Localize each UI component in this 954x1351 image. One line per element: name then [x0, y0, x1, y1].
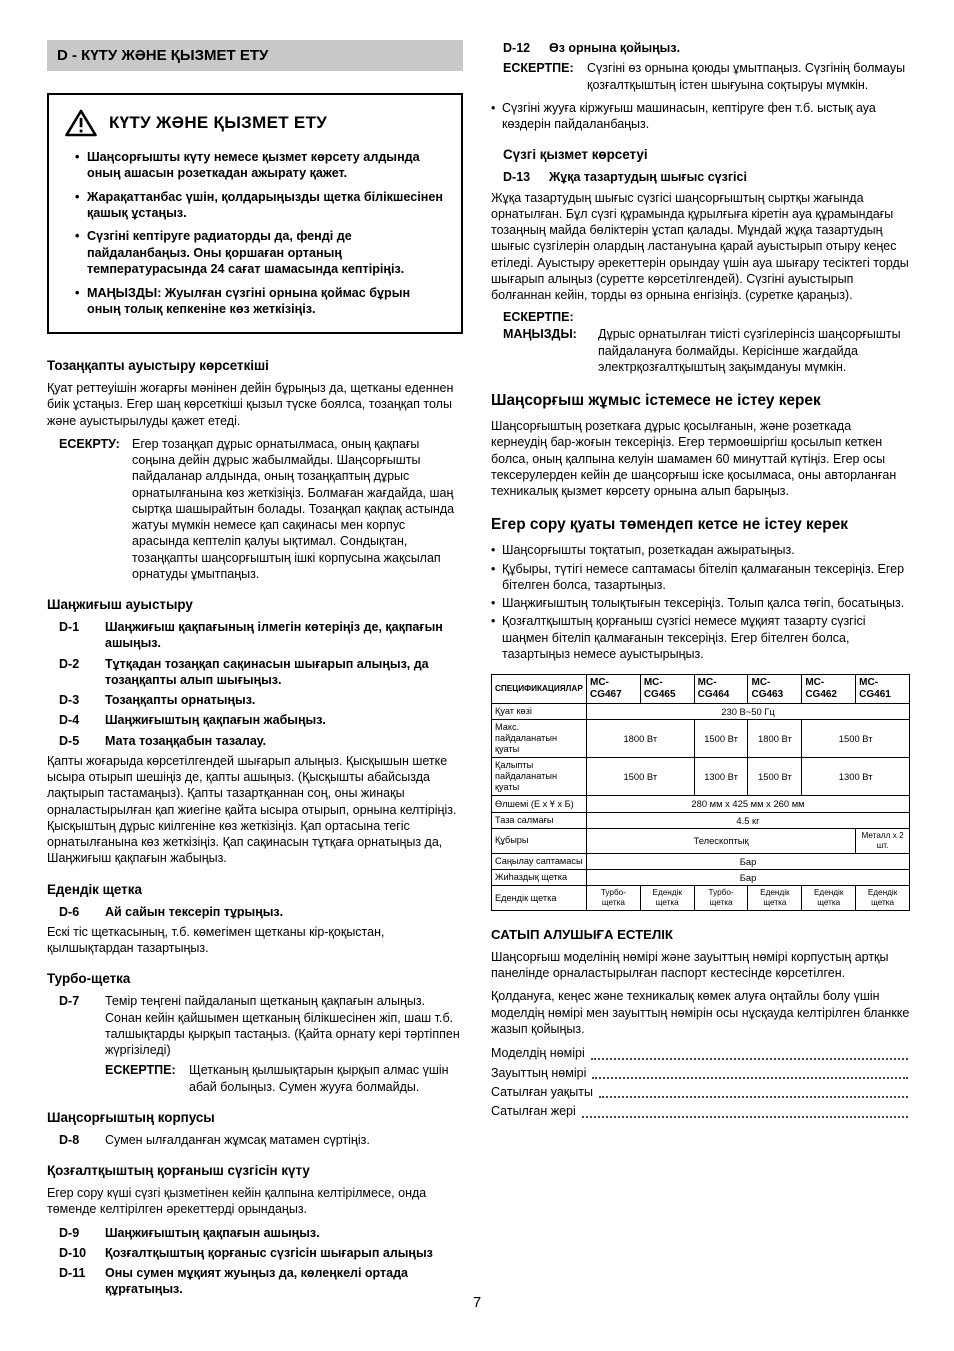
- spec-row-label: Едендік щетка: [492, 886, 587, 911]
- note-text: Егер тозаңқап дұрыс орнатылмаса, оның қақпағы соңына дейін дұрыс жабылмайды. Шаңсорғышты пайдаланар алдында, оның тозаңқаптың дұрыс орнатылғанына көз жеткізіңіз. Болмаған жағдайда, шаң сыртқа шашырайтын болады. Тозаңқап қақпақ астында жатуы мүмкін немесе қап сақинасы мен корпус арасында кептеліп қалуы ықтимал. Сондықтан, тозаңқапты шаңсорғыштың ішкі корпусына жақсылап орнатуды ұмытпаңыз.: [132, 436, 455, 581]
- spec-value: 1500 Вт: [587, 758, 695, 796]
- step-d2: [59, 656, 463, 689]
- important-text: Дұрыс орнатылған тиісті сүзгілерінсіз шаңсорғышты пайдалануға болмайды. Керісінше жағдайда электрқозғалтқыштың зақымдануы мүмкін.: [598, 327, 901, 374]
- memo-field-label: Сатылған жері: [491, 1104, 576, 1119]
- step-text: Өз орнына қойыңыз.: [549, 41, 681, 55]
- spec-row-label: Өлшемі (Е х Ұ х Б): [492, 796, 587, 812]
- step-id: D-5: [59, 733, 80, 748]
- spec-row-label: Қуат көзі: [492, 704, 587, 720]
- warning-item: • Шаңсорғышты күту немесе қызмет көрсету алдында оның ашасын розеткадан ажырату қажет.: [75, 149, 445, 182]
- spec-row-floor-brush: [492, 886, 910, 911]
- heading-dust-indicator: Тозаңқапты ауыстыру көрсеткіші: [47, 358, 269, 374]
- spec-table: [491, 674, 910, 911]
- note-label: ЕСКЕРТПЕ:: [105, 1063, 176, 1078]
- step-text: Темір теңгені пайдаланып щетканың қақпағын алыңыз. Сонан кейін қайшымен щетканың білікшесінен жіп, шаш т.б. талшықтарды қырқып тастаңыз. (Қайта орнату кері тәртіппен жүргізіледі): [105, 994, 460, 1058]
- motor-filter-steps: [59, 1225, 463, 1298]
- step-d9: [59, 1225, 463, 1241]
- section-header-bar: D - КҮТУ ЖӘНЕ ҚЫЗМЕТ ЕТУ: [47, 40, 463, 71]
- step-d12: [503, 40, 910, 56]
- dust-indicator-note: [59, 436, 463, 582]
- important-note: [503, 326, 910, 375]
- memo-field-label: Зауыттың нөмірі: [491, 1065, 587, 1080]
- step-text: Шаңжиғыштың қақпағын ашыңыз.: [105, 1225, 320, 1240]
- bag-replace-steps: [59, 619, 463, 749]
- step-d5: [59, 733, 463, 749]
- spec-model-header: MC-CG463: [748, 675, 802, 704]
- spec-row-dimensions: [492, 796, 910, 812]
- spec-row-tube: [492, 829, 910, 854]
- replace-note: [503, 60, 910, 93]
- spec-value: Турбо-щетка: [587, 886, 641, 911]
- step-id: D-13: [503, 170, 531, 185]
- spec-value: Едендік щетка: [748, 886, 802, 911]
- spec-value: 1500 Вт: [748, 758, 802, 796]
- spec-row-crevice-nozzle: [492, 853, 910, 869]
- step-text: Тұтқадан тозаңқап сақинасын шығарып алыңыз, да тозаңқапты алып шығыңыз.: [105, 656, 429, 687]
- spec-model-header: MC-CG462: [802, 675, 856, 704]
- spec-row-furniture-brush: [492, 870, 910, 886]
- note-text: Щетканың қылшықтарын қырқып алмас үшін абай болыңыз. Сумен жууға болмайды.: [189, 1063, 449, 1094]
- body-care-steps: [59, 1132, 463, 1148]
- spec-row-net-weight: [492, 812, 910, 828]
- important-label: МАҢЫЗДЫ:: [503, 327, 577, 342]
- bullet-item: • Шаңжиғыштың толықтығын тексеріңіз. Толып қалса төгіп, босатыңыз.: [491, 595, 910, 611]
- heading-not-working: Шаңсорғыш жұмыс істемесе не істеу керек: [491, 392, 821, 409]
- step-title: Жұқа тазартудың шығыс сүзгісі: [549, 170, 747, 185]
- spec-row-label: Саңылау саптамасы: [492, 853, 587, 869]
- dotted-line: [582, 1116, 908, 1118]
- spec-model-header: MC-CG467: [587, 675, 641, 704]
- step-d10: [59, 1245, 463, 1261]
- step-text: Оны сумен мұқият жуыңыз да, көлеңкелі ортада құрғатыңыз.: [105, 1266, 408, 1297]
- motor-filter-intro: Егер сору күші сүзгі қызметінен кейін қалпына келтірілмесе, онда төменде келтірілген әрекеттерді орындаңыз.: [47, 1186, 427, 1217]
- step-id: D-2: [59, 656, 80, 671]
- warning-box: [47, 93, 463, 334]
- warning-list: [61, 149, 449, 317]
- warning-item: • МАҢЫЗДЫ: Жуылған сүзгіні орнына қоймас бұрын оның толық кепкеніне көз жеткізіңіз.: [75, 285, 445, 318]
- step-id: D-3: [59, 693, 80, 708]
- spec-value: Едендік щетка: [640, 886, 694, 911]
- step-d7: [59, 993, 463, 1058]
- dotted-line: [591, 1058, 908, 1060]
- step-id: D-11: [59, 1266, 86, 1281]
- warning-item: • Сүзгіні кептіруге радиаторды да, фенді де пайдаланбаңыз. Оны қоршаған ортаның температурасында 24 сағат шамасында кептіріңіз.: [75, 228, 445, 277]
- spec-value: Едендік щетка: [802, 886, 856, 911]
- bullet-item: • Қозғалтқыштың қорғаныш сүзгісі немесе мұқият тазарту сүзгісі шаңмен бітеліп қалмағанын тексеріңіз. Егер бітелген болса, тазартыңыз немесе ауыстырыңыз.: [491, 613, 910, 662]
- step-d6: [59, 904, 463, 920]
- step-text: Тозаңқапты орнатыңыз.: [105, 693, 256, 708]
- bag-replace-body: Қапты жоғарыда көрсетілгендей шығарып алыңыз. Қысқышын шетке ысыра отырып шешіңіз де, қапты ашыңыз. (Қысқышты абайсызда лақтырып тастамаңыз). Қапты тазартқаннан соң, оны жинақы орналастырылған қап жиегіне қайта ысыра отырып, орнына келтіріңіз. Қысқыштың дұрыс киілгеніне көз жеткізіңіз. Қап ортасына тегіс орнатылғанына көз жеткізіңіз. Қап сақинасын тұтқаға орнатыңыз да, Шаңжиғыш қақпағын жабыңыз.: [47, 753, 457, 866]
- spec-row-label: Қалыпты пайдаланатын қуаты: [492, 758, 587, 796]
- replace-step-block: [503, 40, 910, 56]
- floor-brush-body: Ескі тіс щеткасының, т.б. көмегімен щетканы кір-қоқыстан, қылшықтардан тазартыңыз.: [47, 924, 385, 956]
- warning-item: • Жарақаттанбас үшін, қолдарыңызды щетка білікшесінен қашық ұстаңыз.: [75, 189, 445, 222]
- spec-value: 1500 Вт: [694, 720, 748, 758]
- step-id: D-12: [503, 41, 531, 55]
- step-text: Сумен ылғалданған жұмсақ матамен сүртіңіз.: [105, 1132, 370, 1147]
- turbo-brush-steps: [59, 993, 463, 1058]
- step-d4: [59, 712, 463, 728]
- step-d3: [59, 692, 463, 708]
- heading-bag-replace: Шаңжиғыш ауыстыру: [47, 597, 193, 613]
- memo-field-label: Сатылған уақыты: [491, 1084, 593, 1099]
- memo-field-label: Моделдің нөмірі: [491, 1046, 585, 1061]
- spec-value: Турбо-щетка: [694, 886, 748, 911]
- low-suction-bullets: [491, 542, 910, 662]
- warning-title: КҮТУ ЖӘНЕ ҚЫЗМЕТ ЕТУ: [109, 113, 328, 132]
- warning-header: [65, 109, 449, 137]
- spec-row-max-power: [492, 720, 910, 758]
- step-text: Мата тозаңқабын тазалау.: [105, 733, 267, 748]
- replace-bullets: [491, 100, 910, 133]
- heading-motor-filter: Қозғалтқыштың қорғаныш сүзгісін күту: [47, 1163, 310, 1179]
- memo-field-purchase-date: [491, 1083, 910, 1102]
- spec-row-label: Құбыры: [492, 829, 587, 854]
- spec-value: 1300 Вт: [694, 758, 748, 796]
- memo-para2: Қолдануға, кеңес және техникалық көмек алуға оңтайлы болу үшін моделдің нөмірі мен зауыттың нөмірін осы нұсқауда келтірілген бланкке жазып қойыңыз.: [491, 989, 910, 1036]
- spec-value: 1300 Вт: [802, 758, 910, 796]
- heading-low-suction: Егер сору қуаты төмендеп кетсе не істеу керек: [491, 516, 848, 534]
- step-text: Ай сайын тексеріп тұрыңыз.: [105, 904, 284, 919]
- step-d1: [59, 619, 463, 652]
- not-working-body: Шаңсорғыштың розеткаға дұрыс қосылғанын, және розеткада кернеудің бар-жоғын тексеріңіз. Егер термоөшіргіш қосылып кеткен болса, оның қалпына келуін шамамен 60 минуттай күтіңіз. Егер осы тексерулерден кейін де шаңсорғыш іске қосылмаса, оны авторланған техникалық қызмет көрсету орнына алып барыңыз.: [491, 419, 897, 498]
- spec-value: Бар: [587, 870, 910, 886]
- heading-turbo-brush: Турбо-щетка: [47, 971, 131, 987]
- dust-indicator-body: Қуат реттеуішін жоғарғы мәнінен дейін бұрыңыз да, щетканы еденнен биік ұстаңыз. Егер шаң көрсеткіші қызыл түске боялса, тозаңқап толы және ауыстырылуды қажет етеді.: [47, 381, 454, 428]
- left-column: [47, 40, 463, 1302]
- bullet-item: • Шаңсорғышты тоқтатып, розеткадан ажыратыңыз.: [491, 542, 910, 558]
- warning-triangle-icon: [65, 109, 97, 137]
- note-label: ЕСКЕРТПЕ:: [503, 310, 574, 325]
- spec-value: Бар: [587, 853, 910, 869]
- spec-value: Едендік щетка: [856, 886, 910, 911]
- heading-filter-service: Сүзгі қызмет көрсетуі: [503, 147, 648, 163]
- spec-row-power-source: [492, 704, 910, 720]
- floor-brush-steps: [59, 904, 463, 920]
- page-number: 7: [472, 1294, 482, 1311]
- spec-value: 1800 Вт: [587, 720, 695, 758]
- step-id: D-6: [59, 904, 80, 919]
- spec-value: Металл х 2 шт.: [856, 829, 910, 854]
- spec-header-row: [492, 675, 910, 704]
- spec-model-header: MC-CG464: [694, 675, 748, 704]
- memo-field-purchase-place: [491, 1102, 910, 1121]
- step-d11: [59, 1265, 463, 1298]
- filter-service-body: Жұқа тазартудың шығыс сүзгісі шаңсорғыштың сыртқы жағында орнатылған. Бұл сүзгі құрамында құрылғыға кіретін ауа құрамындағы тозаңның майда бөліктерін ұстап қалады. Мұндай жұқа тазартудың шығыс сүзгілерін олардың ластануына қарай ауыстырып отыру кеңес етіледі. Ауыстыру әрекеттерін орындау үшін ауа шығару тесіктегі торды шығарып алыңыз (суретте көрсетілгендей). Сүзгіні ауыстырып болғаннан кейін, торды өз орнына енгізіңіз. (суретке қараңыз).: [491, 190, 909, 302]
- bullet-item: • Сүзгіні жууға кіржуғыш машинасын, кептіруге фен т.б. ыстық ауа көздерін пайдаланбаңыз.: [491, 100, 910, 133]
- spec-value: 280 мм х 425 мм х 260 мм: [587, 796, 910, 812]
- spec-value: 1800 Вт: [748, 720, 802, 758]
- spec-table-title: СПЕЦИФИКАЦИЯЛАР: [492, 675, 587, 704]
- step-id: D-9: [59, 1225, 80, 1240]
- spec-row-label: Жиһаздық щетка: [492, 870, 587, 886]
- spec-row-normal-power: [492, 758, 910, 796]
- dotted-line: [592, 1077, 908, 1079]
- turbo-brush-note: [105, 1062, 463, 1095]
- step-text: Қозғалтқыштың қорғаныс сүзгісін шығарып алыңыз: [105, 1245, 433, 1260]
- bullet-item: • Құбыры, түтігі немесе саптамасы бітеліп қалмағанын тексеріңіз. Егер бітелген болса, тазартыңыз.: [491, 561, 910, 594]
- note-text: Сүзгіні өз орнына қоюды ұмытпаңыз. Сүзгінің болмауы қозғалтқыштың істен шығуына соқтыруы мүмкін.: [587, 61, 906, 92]
- heading-body-care: Шаңсорғыштың корпусы: [47, 1109, 215, 1125]
- step-id: D-8: [59, 1132, 80, 1147]
- heading-memo: САТЫП АЛУШЫҒА ЕСТЕЛІК: [491, 926, 673, 942]
- step-id: D-10: [59, 1245, 87, 1260]
- step-text: Шаңжиғыш қақпағының ілмегін көтеріңіз де, қақпағын ашыңыз.: [105, 620, 443, 651]
- spec-value: 4.5 кг: [587, 812, 910, 828]
- right-column: [491, 40, 910, 1122]
- step-id: D-1: [59, 620, 80, 635]
- spec-model-header: MC-CG461: [856, 675, 910, 704]
- memo-field-model-number: [491, 1044, 910, 1063]
- filter-service-steps: [503, 169, 910, 185]
- spec-model-header: MC-CG465: [640, 675, 694, 704]
- memo-field-serial-number: [491, 1064, 910, 1083]
- step-id: D-7: [59, 994, 80, 1009]
- note-label: ЕСЕКРТУ:: [59, 436, 120, 451]
- note-label: ЕСКЕРТПЕ:: [503, 61, 574, 76]
- memo-para1: Шаңсорғыш моделінің нөмірі және зауыттың нөмірі корпустың артқы панелінде орналастырылған паспорт кестесінде көрсетілген.: [491, 949, 889, 981]
- step-d8: [59, 1132, 463, 1148]
- dotted-line: [599, 1096, 908, 1098]
- spec-value: 230 В~50 Гц: [587, 704, 910, 720]
- spec-value: Телескоптық: [587, 829, 856, 854]
- spec-row-label: Таза салмағы: [492, 812, 587, 828]
- heading-floor-brush: Едендік щетка: [47, 881, 142, 897]
- step-d13: [503, 169, 910, 185]
- step-text: Шаңжиғыштың қақпағын жабыңыз.: [105, 713, 326, 728]
- spec-value: 1500 Вт: [802, 720, 910, 758]
- step-id: D-4: [59, 713, 80, 728]
- spec-row-label: Макс. пайдаланатын қуаты: [492, 720, 587, 758]
